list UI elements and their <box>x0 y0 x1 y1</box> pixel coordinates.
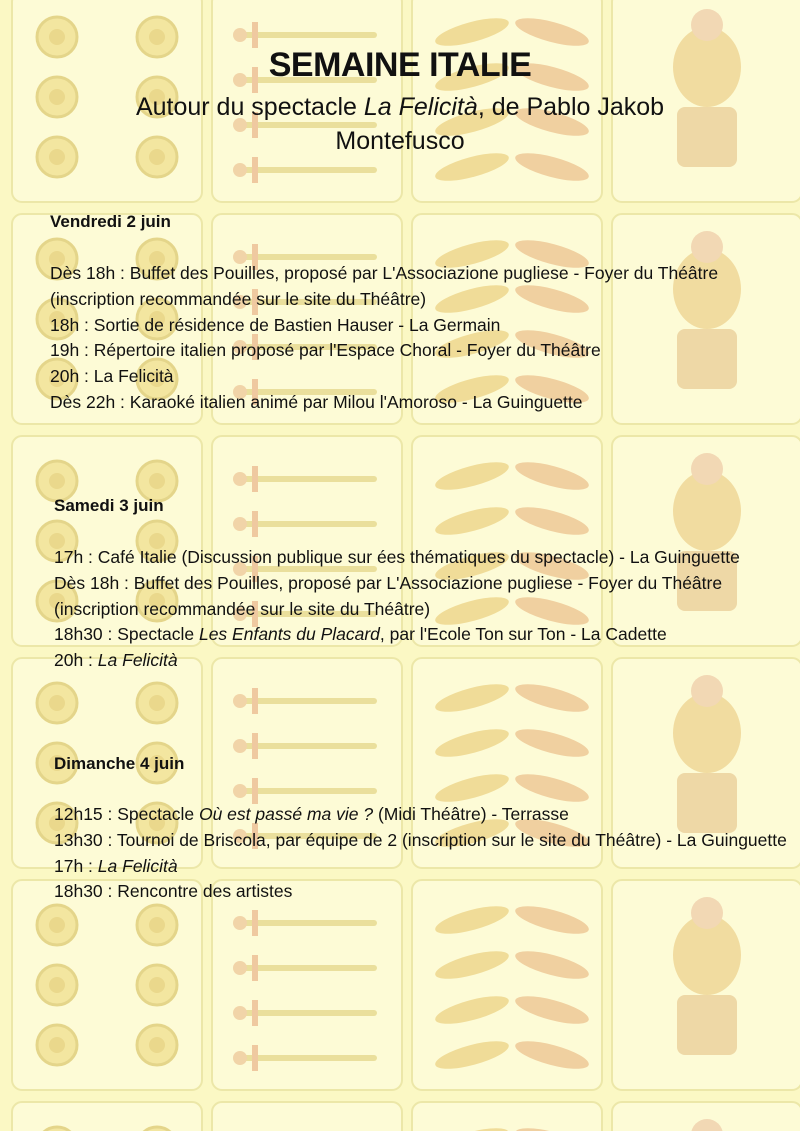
event-line <box>54 854 787 880</box>
events-friday <box>50 261 718 416</box>
event-text: Dès 22h : Karaoké italien animé par Milou l'Amoroso - La Guinguette <box>50 391 583 412</box>
event-text: (Midi Théâtre) - Terrasse <box>373 804 569 824</box>
event-text: (inscription recommandée sur le site du Théâtre) <box>50 288 427 309</box>
event-text: 18h30 : Rencontre des artistes <box>54 881 293 902</box>
event-line <box>54 879 787 905</box>
event-line <box>50 338 718 364</box>
event-line <box>50 261 718 287</box>
page-title: SEMAINE ITALIE <box>268 46 532 84</box>
event-text: 18h : Sortie de résidence de Bastien Hauser - La Germain <box>50 314 501 335</box>
event-text: 12h15 : Spectacle <box>54 804 199 824</box>
event-line <box>50 287 718 313</box>
events-sunday <box>54 802 787 905</box>
event-text: (inscription recommandée sur le site du Théâtre) <box>54 598 431 619</box>
event-line <box>54 648 740 674</box>
day-heading-friday: Vendredi 2 juin <box>50 212 171 231</box>
event-show-title: La Felicità <box>97 855 178 876</box>
event-text: 18h30 : Spectacle <box>54 624 199 645</box>
event-line <box>54 597 740 623</box>
event-line <box>54 828 787 854</box>
event-text: 13h30 : Tournoi de Briscola, par équipe de 2 (inscription sur le site du Théâtre) - La Guinguette <box>54 829 787 850</box>
event-text: 20h : La Felicità <box>50 366 174 387</box>
events-saturday <box>54 545 740 674</box>
event-text: Dès 18h : Buffet des Pouilles, proposé par L'Associazione pugliese - Foyer du Théâtre <box>54 572 723 593</box>
event-line <box>50 313 718 339</box>
event-line <box>54 622 740 648</box>
event-show-title: Les Enfants du Placard <box>198 624 380 645</box>
event-line <box>50 364 718 390</box>
event-line <box>50 390 718 416</box>
event-text: 19h : Répertoire italien proposé par l'Espace Choral - Foyer du Théâtre <box>50 340 601 361</box>
day-heading-sunday: Dimanche 4 juin <box>54 754 185 773</box>
event-text: 20h : <box>54 650 98 671</box>
event-show-title: Où est passé ma vie ? <box>198 804 374 824</box>
event-line <box>54 545 740 571</box>
event-text: 17h : <box>54 855 98 876</box>
event-show-title: La Felicità <box>97 650 178 671</box>
subtitle-show-title: La Felicità <box>363 93 478 121</box>
event-text: Dès 18h : Buffet des Pouilles, proposé par L'Associazione pugliese - Foyer du Théâtre <box>50 263 719 283</box>
event-text: 17h : Café Italie (Discussion publique sur ées thématiques du spectacle) - La Guinguette <box>54 547 740 567</box>
page-subtitle <box>100 90 700 158</box>
subtitle-prefix: Autour du spectacle <box>135 93 364 121</box>
event-line <box>54 571 740 597</box>
event-line <box>54 802 787 828</box>
event-text: , par l'Ecole Ton sur Ton - La Cadette <box>379 624 667 645</box>
day-heading-saturday: Samedi 3 juin <box>54 496 164 515</box>
subtitle-suffix: , de Pablo Jakob Montefusco <box>335 93 665 155</box>
